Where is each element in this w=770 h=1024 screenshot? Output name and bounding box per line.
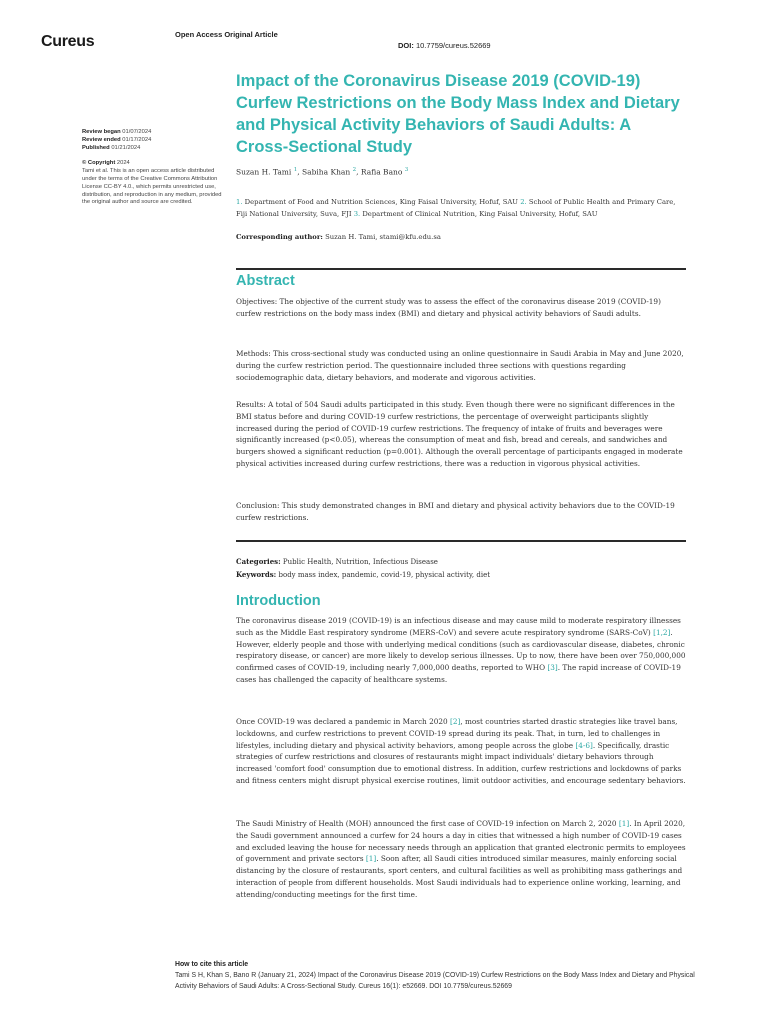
intro-p2-text: , most countries started drastic strategies like travel bans, lockdowns, and curfew restrictions to prevent COVID-19 spread during its peak. That, in turn, led to challenges in lifestyles, including dietary and physical activity behaviors, among people across the globe <box>236 717 678 750</box>
review-ended-label: Review ended <box>82 136 121 143</box>
intro-paragraph-1 <box>236 615 686 686</box>
categories-text: Public Health, Nutrition, Infectious Disease <box>282 558 438 566</box>
intro-p2-text: . Specifically, drastic strategies of curfew restrictions and closures of restaurants might impact individuals' dietary behaviors through increased 'comfort food' consumption due to emotional distress. In addition, curfew restrictions and lockdowns of parks and fitness centers might disrupt physical exercise routines, limit outdoor activities, and encourage sedentary behaviors. <box>236 740 686 785</box>
doi-line <box>398 41 491 50</box>
intro-p2-text: Once COVID-19 was declared a pandemic in March 2020 <box>236 717 448 726</box>
citation-link[interactable]: [1] <box>618 819 630 828</box>
intro-p3-text: The Saudi Ministry of Health (MOH) announced the first case of COVID-19 infection on March 2, 2020 <box>236 819 617 828</box>
abstract-bottom-rule <box>236 540 686 542</box>
abstract-results: Results: A total of 504 Saudi adults participated in this study. Even though there were no significant differences in the BMI status before and during COVID-19 curfew restrictions, the percentage of overweight participants slightly increased during the period of COVID-19 curfew restrictions. The frequency of intake of fruits and beverages were significantly increased (p<0.05), whereas the consumption of meat and fish, bread and cereals, and sandwiches and burgers showed a significant reduction (p=0.001). Although the overall percentage of participants engaged in moderate physical activities increased during curfew restrictions, there was a reduction in vigorous physical activities. <box>236 400 683 468</box>
affiliation-text: Department of Clinical Nutrition, King Faisal University, Hofuf, SAU <box>362 210 598 218</box>
keywords-row <box>236 569 686 582</box>
published-label: Published <box>82 144 110 151</box>
corresponding-contact[interactable]: Suzan H. Tami, stami@kfu.edu.sa <box>325 233 441 241</box>
intro-p3-text: . In April 2020, the Saudi government announced a curfew for 24 hours a day in cities that witnessed a high number of COVID-19 cases and excluded leaving the house for necessary needs through an application that granted electronic permits to employees of government and private sectors <box>236 819 686 864</box>
intro-p3-text: . Soon after, all Saudi cities introduced similar measures, mainly enforcing social distancing by the closure of restaurants, sport centers, and cultural facilities as well as prohibiting mass gatherings and interaction of people from different households. Most Saudi individuals had to experience online working, learning, and attending/conducting meetings for the first time. <box>236 854 683 899</box>
copyright-row <box>82 160 222 168</box>
keywords-text: body mass index, pandemic, covid-19, physical activity, diet <box>278 570 491 579</box>
article-title: Impact of the Coronavirus Disease 2019 (COVID-19) Curfew Restrictions on the Body Mass Index and Dietary and Physical Activity Behaviors of Saudi Adults: A Cross-Sectional Study <box>236 72 680 156</box>
review-began-date: 01/07/2024 <box>122 129 152 135</box>
author-name[interactable]: Sabiha Khan <box>302 167 351 177</box>
license-text: Tami et al. This is an open access article distributed under the terms of the Creative Commons Attribution License CC-BY 4.0., which permits unrestricted use, distribution, and reproduction in any medium, provided the original author and source are credited. <box>82 168 222 206</box>
abstract-objectives: Objectives: The objective of the current study was to assess the effect of the coronavirus disease 2019 (COVID-19) curfew restrictions on the body mass index (BMI) and dietary and physical activity behaviors of Saudi adults. <box>236 297 661 318</box>
copyright-label: © Copyright <box>82 160 116 167</box>
journal-logo: Cureus <box>41 33 95 50</box>
citation-link[interactable]: [3] <box>547 663 558 673</box>
abstract-top-rule <box>236 268 686 270</box>
abstract-heading: Abstract <box>236 273 295 289</box>
footer-label: How to cite this article <box>175 961 249 968</box>
corresponding-label: Corresponding author: <box>236 233 323 241</box>
author-sup: 1 <box>293 167 298 173</box>
categories-row <box>236 556 686 569</box>
citation-link[interactable]: [1] <box>365 854 377 864</box>
affiliation-text: Department of Food and Nutrition Sciences, King Faisal University, Hofuf, SAU <box>244 198 519 206</box>
affiliation-number: 1. <box>236 198 243 206</box>
author-name[interactable]: Rafia Bano <box>360 167 403 177</box>
citation-link[interactable]: [1,2] <box>653 627 671 637</box>
corresponding-author <box>236 233 686 241</box>
affiliations <box>236 196 686 220</box>
categories-block <box>236 556 686 581</box>
citation-link[interactable]: [4-6] <box>575 740 593 750</box>
footer-citation: Tami S H, Khan S, Bano R (January 21, 2024) Impact of the Coronavirus Disease 2019 (COVID-19) Curfew Restrictions on the Body Mass Index and Dietary and Physical Activity Behaviors of Saudi Adults: A Cross-Sectional Study. Cureus 16(1): e52669. DOI 10.7759/cureus.52669 <box>175 972 695 990</box>
affiliation-number: 2. <box>520 198 527 206</box>
intro-paragraph-2 <box>236 716 686 787</box>
copyright-year: 2024 <box>116 160 130 167</box>
affiliation-number: 3. <box>353 210 361 218</box>
published-date: 01/21/2024 <box>111 144 141 151</box>
abstract-methods: Methods: This cross-sectional study was conducted using an online questionnaire in Saudi Arabia in May and June 2020, during the curfew restriction period. The questionnaire included three sections with questions regarding sociodemographic data, dietary behaviors, and moderate and vigorous activities. <box>236 349 684 382</box>
review-ended-date: 01/17/2024 <box>122 136 152 143</box>
intro-paragraph-3 <box>236 818 686 901</box>
author-sup: 3 <box>404 167 409 173</box>
review-began-row <box>82 129 222 137</box>
intro-p1-text: . The rapid increase of COVID-19 cases has challenged the capacity of healthcare systems. <box>236 663 681 684</box>
affiliation-text: School of Public Health and Primary Care, Fiji National University, Suva, FJI <box>236 198 676 218</box>
review-began-label: Review began <box>82 129 121 135</box>
sidebar-meta <box>82 129 222 207</box>
doi-label: DOI: <box>398 41 414 50</box>
categories-label: Categories: <box>236 557 281 566</box>
citation-footer <box>175 959 705 992</box>
doi-link[interactable]: 10.7759/cureus.52669 <box>415 41 491 50</box>
abstract-conclusion: Conclusion: This study demonstrated changes in BMI and dietary and physical activity behaviors due to the COVID-19 curfew restrictions. <box>236 501 675 522</box>
author-sup: 2 <box>352 167 357 173</box>
intro-p1-text: The coronavirus disease 2019 (COVID-19) is an infectious disease and may cause mild to moderate respiratory illnesses such as the Middle East respiratory syndrome (MERS-CoV) and severe acute respiratory syndrome (SARS-CoV) <box>236 616 681 637</box>
article-type: Open Access Original Article <box>175 30 278 39</box>
review-ended-row <box>82 137 222 145</box>
author-name[interactable]: Suzan H. Tami <box>236 167 292 177</box>
author-list: Suzan H. Tami $^1$, Sabiha Khan $^2$, Rafia Bano $^3$ <box>236 167 409 177</box>
keywords-label: Keywords: <box>236 569 277 579</box>
citation-link[interactable]: [2] <box>449 717 461 726</box>
intro-p1-text: . However, elderly people and those with underlying medical conditions (such as cardiovascular disease, diabetes, chronic respiratory disease, or cancer) are more likely to develop serious illnesses. Up to now, there have been over 750,000,000 confirmed cases of COVID-19, including nearly 7,000,000 deaths, reported to WHO <box>236 627 686 673</box>
published-row <box>82 145 222 153</box>
introduction-heading: Introduction <box>236 593 321 609</box>
